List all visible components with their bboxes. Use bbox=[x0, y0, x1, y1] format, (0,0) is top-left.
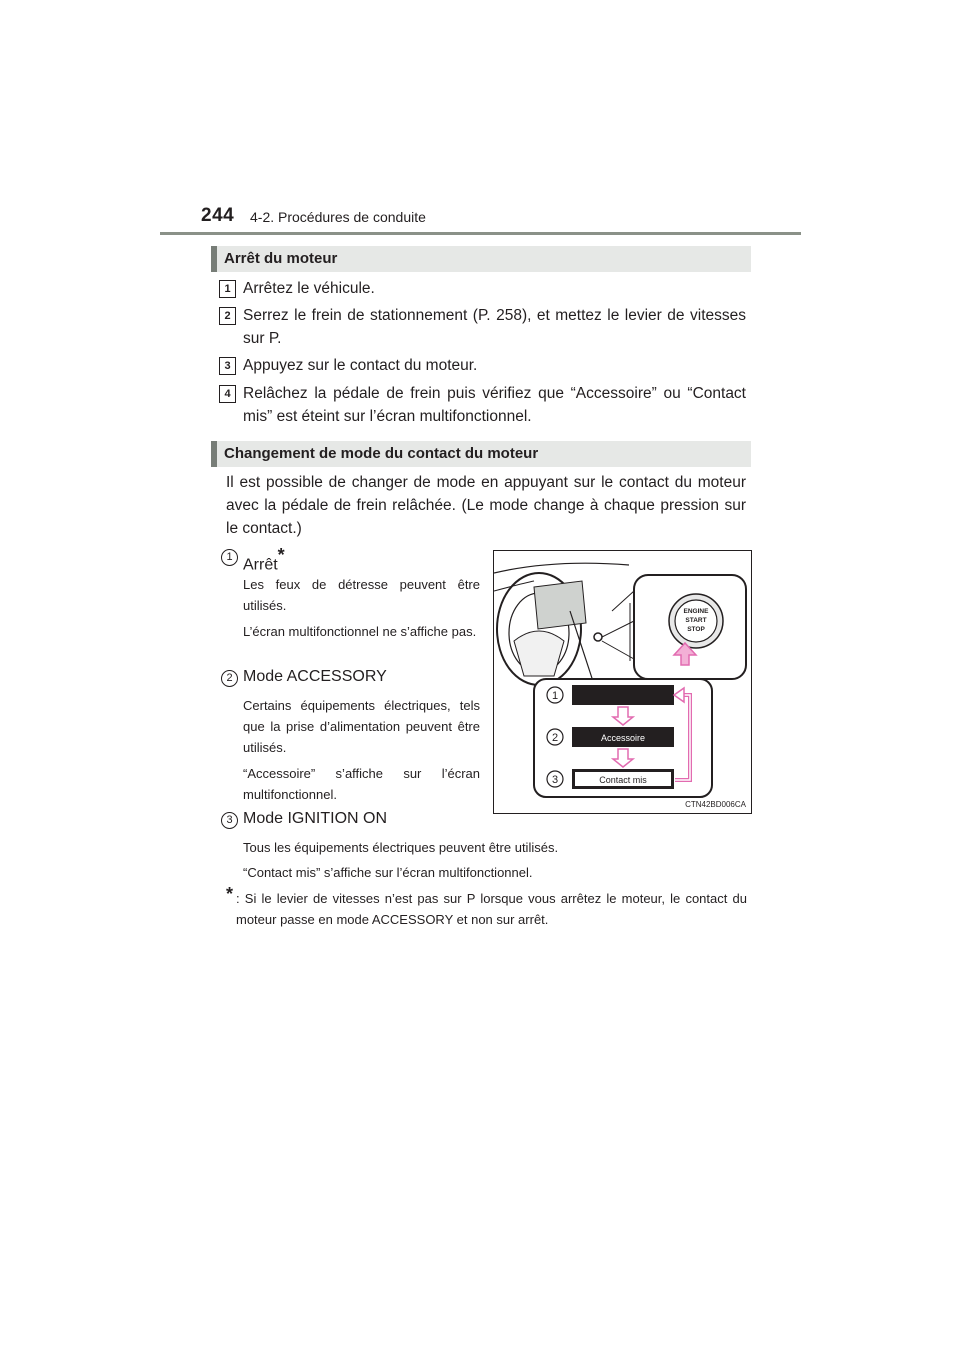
footnote-star: * bbox=[277, 545, 285, 565]
display-number: 3 bbox=[551, 774, 559, 786]
step-text: Arrêtez le véhicule. bbox=[243, 280, 375, 297]
section-heading-mode-change bbox=[211, 441, 751, 467]
display-number: 2 bbox=[551, 732, 559, 744]
section-title: Arrêt du moteur bbox=[224, 250, 338, 267]
mode-title: Mode ACCESSORY bbox=[243, 668, 387, 685]
section-title: Changement de mode du contact du moteur bbox=[224, 445, 539, 462]
display-label: Accessoire bbox=[600, 733, 646, 743]
button-label: STOP bbox=[687, 626, 705, 633]
step-number: 3 bbox=[219, 357, 236, 375]
figure-code: CTN42BD006CA bbox=[685, 800, 746, 809]
display-label: Contact mis bbox=[599, 775, 647, 785]
mode-title: Mode IGNITION ON bbox=[243, 810, 388, 827]
step-text: Relâchez la pédale de frein puis vérifiez que “Accessoire” ou “Contact mis” est éteint sur l’écran multifonctionnel. bbox=[243, 385, 746, 425]
mode-title bbox=[243, 547, 285, 574]
intro-paragraph: Il est possible de changer de mode en appuyant sur le contact du moteur avec la pédale de frein relâchée. (Le mode change à chaque pression sur le contact.) bbox=[226, 474, 746, 537]
footnote-star: * bbox=[226, 884, 234, 904]
section-heading-engine-stop bbox=[211, 246, 751, 272]
step-number: 2 bbox=[219, 307, 236, 325]
display-number: 1 bbox=[551, 690, 559, 702]
mode-desc: “Accessoire” s’affiche sur l’écran multifonctionnel. bbox=[243, 766, 480, 802]
heading-bar bbox=[211, 441, 217, 467]
figure-drawing bbox=[494, 551, 751, 813]
display-bar-off bbox=[572, 685, 674, 705]
mode-number: 3 bbox=[221, 812, 238, 829]
mode-title-text: Arrêt bbox=[243, 556, 278, 574]
step-text: Serrez le frein de stationnement (P. 258), et mettez le levier de vitesses sur P. bbox=[243, 307, 746, 347]
footnote-text: : Si le levier de vitesses n’est pas sur P lorsque vous arrêtez le moteur, le contact du moteur passe en mode ACCESSORY et non sur arrêt. bbox=[236, 891, 747, 927]
mode-desc: “Contact mis” s’affiche sur l’écran multifonctionnel. bbox=[243, 865, 533, 880]
button-label: ENGINE bbox=[683, 608, 709, 615]
mode-desc: Certains équipements électriques, tels que la prise d’alimentation peuvent être utilisés. bbox=[243, 698, 480, 755]
mode-desc: L’écran multifonctionnel ne s’affiche pas. bbox=[243, 624, 477, 639]
page-number: 244 bbox=[201, 205, 235, 226]
mode-number: 2 bbox=[221, 670, 238, 687]
heading-bar bbox=[211, 246, 217, 272]
mode-desc: Tous les équipements électriques peuvent être utilisés. bbox=[243, 840, 559, 855]
mode-number: 1 bbox=[221, 549, 238, 566]
step-number: 4 bbox=[219, 385, 236, 403]
mode-desc: Les feux de détresse peuvent être utilisés. bbox=[243, 577, 480, 613]
header-rule bbox=[160, 232, 801, 235]
step-text: Appuyez sur le contact du moteur. bbox=[243, 357, 478, 374]
illustration-engine-switch bbox=[493, 550, 752, 814]
step-number: 1 bbox=[219, 280, 236, 298]
dashboard-line bbox=[494, 563, 629, 573]
button-label: START bbox=[685, 617, 707, 624]
chapter-title: 4-2. Procédures de conduite bbox=[250, 209, 426, 225]
instrument-cluster-drawing bbox=[534, 581, 586, 629]
